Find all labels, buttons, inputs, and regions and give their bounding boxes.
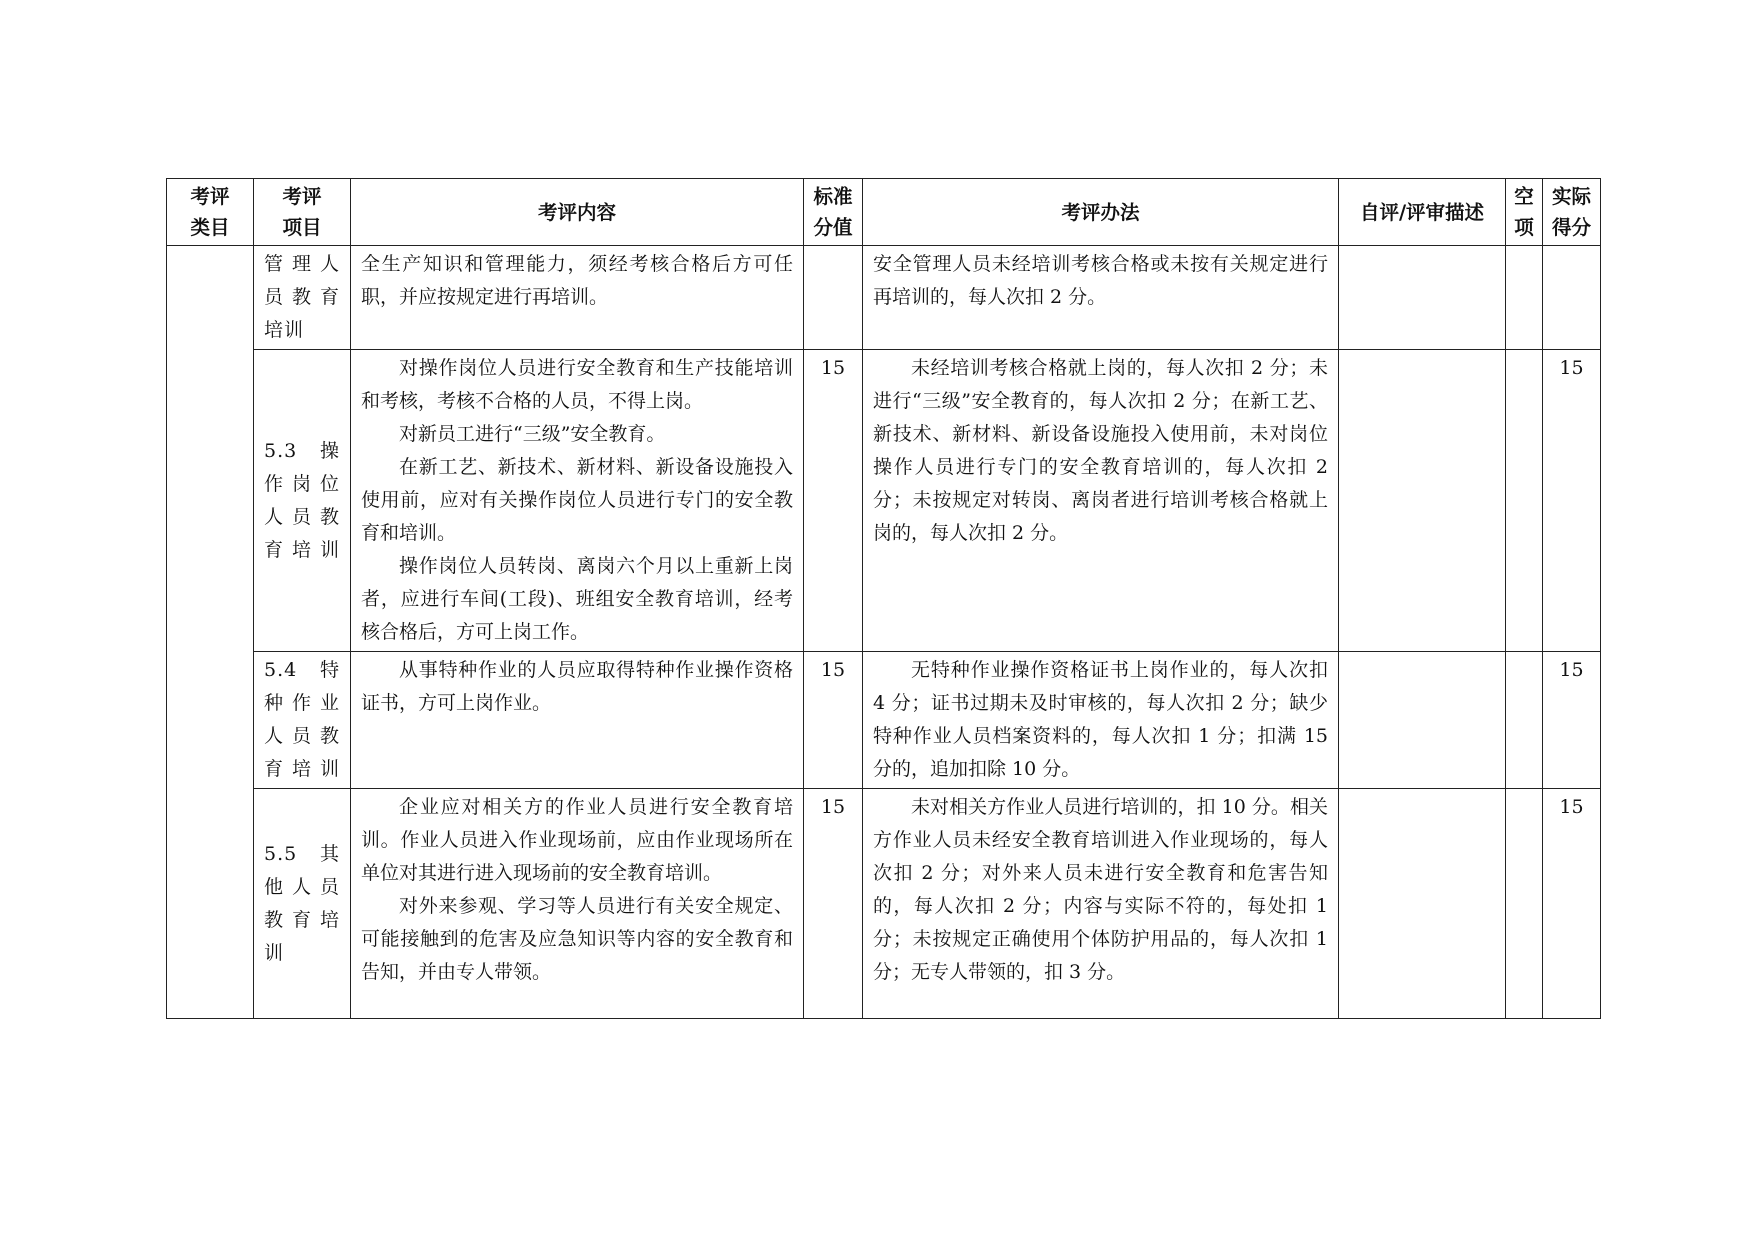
header-category: 考评 类目	[167, 179, 254, 246]
method-cell: 安全管理人员未经培训考核合格或未按有关规定进行再培训的，每人次扣 2 分。	[863, 246, 1339, 350]
self-review-cell	[1339, 652, 1506, 789]
evaluation-table	[166, 178, 1601, 1019]
header-actual: 实际 得分	[1543, 179, 1601, 246]
table-row	[167, 652, 1601, 789]
actual-score: 15	[1543, 789, 1601, 1019]
actual-score	[1543, 246, 1601, 350]
header-blank: 空 项	[1506, 179, 1543, 246]
header-content: 考评内容	[351, 179, 804, 246]
content-cell: 企业应对相关方的作业人员进行安全教育培训。作业人员进入作业现场前，应由作业现场所在单位对其进行进入现场前的安全教育培训。 对外来参观、学习等人员进行有关安全规定、可能接触到的危害及应急知识等内容的安全教育和告知，并由专人带领。	[351, 789, 804, 1019]
item-cell: 5.5 其 他人员 教育培 训	[254, 789, 351, 1019]
table-row	[167, 789, 1601, 1019]
content-cell: 全生产知识和管理能力，须经考核合格后方可任职，并应按规定进行再培训。	[351, 246, 804, 350]
blank-cell	[1506, 652, 1543, 789]
blank-cell	[1506, 246, 1543, 350]
actual-score: 15	[1543, 350, 1601, 652]
item-cell: 5.4 特 种作业 人员教 育培训	[254, 652, 351, 789]
self-review-cell	[1339, 246, 1506, 350]
method-cell: 未对相关方作业人员进行培训的，扣 10 分。相关方作业人员未经安全教育培训进入作业现场的，每人次扣 2 分；对外来人员未进行安全教育和危害告知的，每人次扣 2 分；内容与实际不符的，每处扣 1 分；未按规定正确使用个体防护用品的，每人次扣 1 分；无专人带领的，扣 3 分。	[863, 789, 1339, 1019]
content-cell: 对操作岗位人员进行安全教育和生产技能培训和考核，考核不合格的人员，不得上岗。 对新员工进行“三级”安全教育。 在新工艺、新技术、新材料、新设备设施投入使用前，应对有关操作岗位人员进行专门的安全教育和培训。 操作岗位人员转岗、离岗六个月以上重新上岗者，应进行车间(工段)、班组安全教育培训，经考核合格后，方可上岗工作。	[351, 350, 804, 652]
header-standard: 标准 分值	[804, 179, 863, 246]
standard-score: 15	[804, 652, 863, 789]
blank-cell	[1506, 789, 1543, 1019]
content-cell: 从事特种作业的人员应取得特种作业操作资格证书，方可上岗作业。	[351, 652, 804, 789]
standard-score	[804, 246, 863, 350]
category-cell	[167, 246, 254, 1019]
standard-score: 15	[804, 350, 863, 652]
header-self-review: 自评/评审描述	[1339, 179, 1506, 246]
header-item: 考评 项目	[254, 179, 351, 246]
method-cell: 无特种作业操作资格证书上岗作业的，每人次扣 4 分；证书过期未及时审核的，每人次扣 2 分；缺少特种作业人员档案资料的，每人次扣 1 分；扣满 15 分的，追加扣除 10 分。	[863, 652, 1339, 789]
header-method: 考评办法	[863, 179, 1339, 246]
header-row	[167, 179, 1601, 246]
table-row	[167, 246, 1601, 350]
item-cell: 管理人 员教育 培训	[254, 246, 351, 350]
actual-score: 15	[1543, 652, 1601, 789]
self-review-cell	[1339, 789, 1506, 1019]
table-row	[167, 350, 1601, 652]
standard-score: 15	[804, 789, 863, 1019]
method-cell: 未经培训考核合格就上岗的，每人次扣 2 分；未进行“三级”安全教育的，每人次扣 2 分；在新工艺、新技术、新材料、新设备设施投入使用前，未对岗位操作人员进行专门的安全教育培训的，每人次扣 2 分；未按规定对转岗、离岗者进行培训考核合格就上岗的，每人次扣 2 分。	[863, 350, 1339, 652]
self-review-cell	[1339, 350, 1506, 652]
item-cell: 5.3 操 作岗位 人员教 育培训	[254, 350, 351, 652]
blank-cell	[1506, 350, 1543, 652]
